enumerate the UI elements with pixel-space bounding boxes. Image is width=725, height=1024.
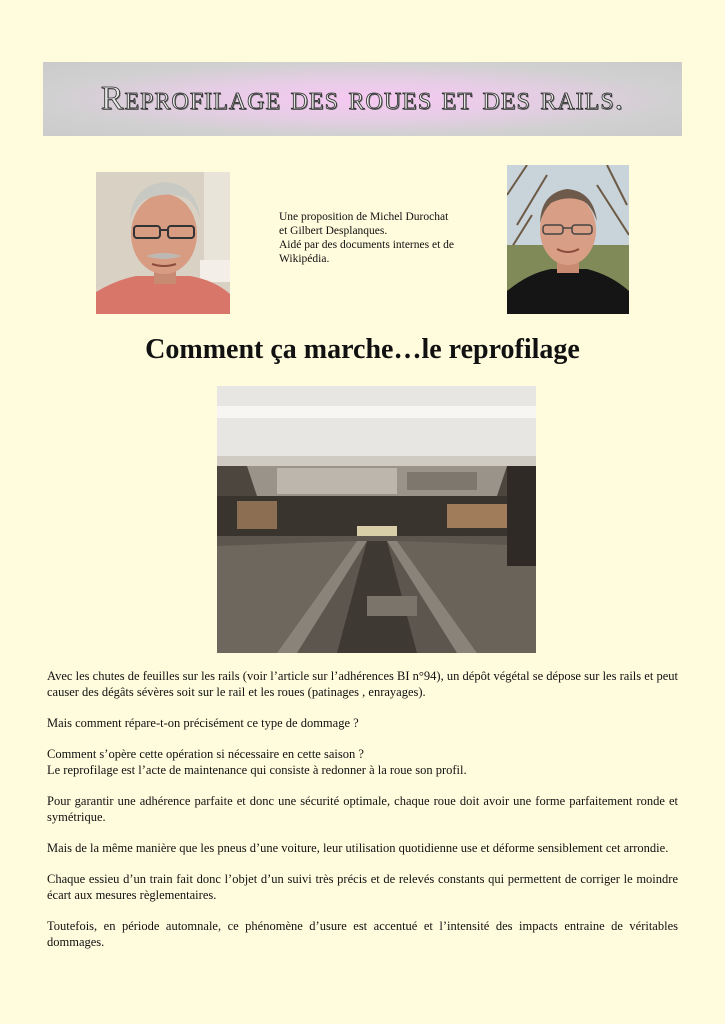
portrait-photo-gilbert-desplanques — [507, 165, 629, 314]
paragraph-text: Comment s’opère cette opération si nécessaire en cette saison ? — [47, 747, 364, 761]
author-credits — [279, 210, 479, 266]
section-heading: Comment ça marche…le reprofilage — [145, 334, 580, 365]
paragraph-text: Pour garantir une adhérence parfaite et donc une sécurité optimale, chaque roue doit avoir une forme parfaitement ronde et symétrique. — [47, 794, 678, 824]
title-banner — [43, 62, 682, 136]
paragraph — [47, 871, 678, 903]
workshop-pit-photo — [217, 386, 536, 653]
credits-line: et Gilbert Desplanques. — [279, 225, 388, 237]
portrait-left-image — [96, 172, 230, 314]
portrait-right-image — [507, 165, 629, 314]
paragraph — [47, 793, 678, 825]
article-body — [47, 668, 678, 965]
portrait-photo-michel-durochat — [96, 172, 230, 314]
paragraph-text: Mais de la même manière que les pneus d’une voiture, leur utilisation quotidienne use et déforme sensiblement cet arrondie. — [47, 841, 669, 855]
paragraph — [47, 918, 678, 950]
paragraph-text: Avec les chutes de feuilles sur les rails (voir l’article sur l’adhérences BI n°94), un dépôt végétal se dépose sur les rails et peut causer des dégâts sévères soit sur le rail et les roues (patinages , enrayages). — [47, 669, 678, 699]
paragraph — [47, 668, 678, 700]
paragraph-text: Mais comment répare-t-on précisément ce type de dommage ? — [47, 716, 359, 730]
page-title: Reprofilage des roues et des rails. — [100, 80, 625, 117]
paragraph — [47, 840, 678, 856]
credits-line: Une proposition de Michel Durochat — [279, 211, 449, 223]
paragraph — [47, 715, 678, 731]
paragraph-text: Le reprofilage est l’acte de maintenance qui consiste à redonner à la roue son profil. — [47, 763, 467, 777]
paragraph-text: Toutefois, en période automnale, ce phénomène d’usure est accentué et l’intensité des impacts entraine de véritables dommages. — [47, 919, 678, 949]
credits-line: Aidé par des documents internes et de — [279, 239, 454, 251]
credits-line: Wikipédia. — [279, 253, 330, 265]
paragraph — [47, 746, 678, 778]
reprofiling-workshop-image — [217, 386, 536, 653]
paragraph-text: Chaque essieu d’un train fait donc l’objet d’un suivi très précis et de relevés constants qui permettent de corriger le moindre écart aux mesures règlementaires. — [47, 872, 678, 902]
